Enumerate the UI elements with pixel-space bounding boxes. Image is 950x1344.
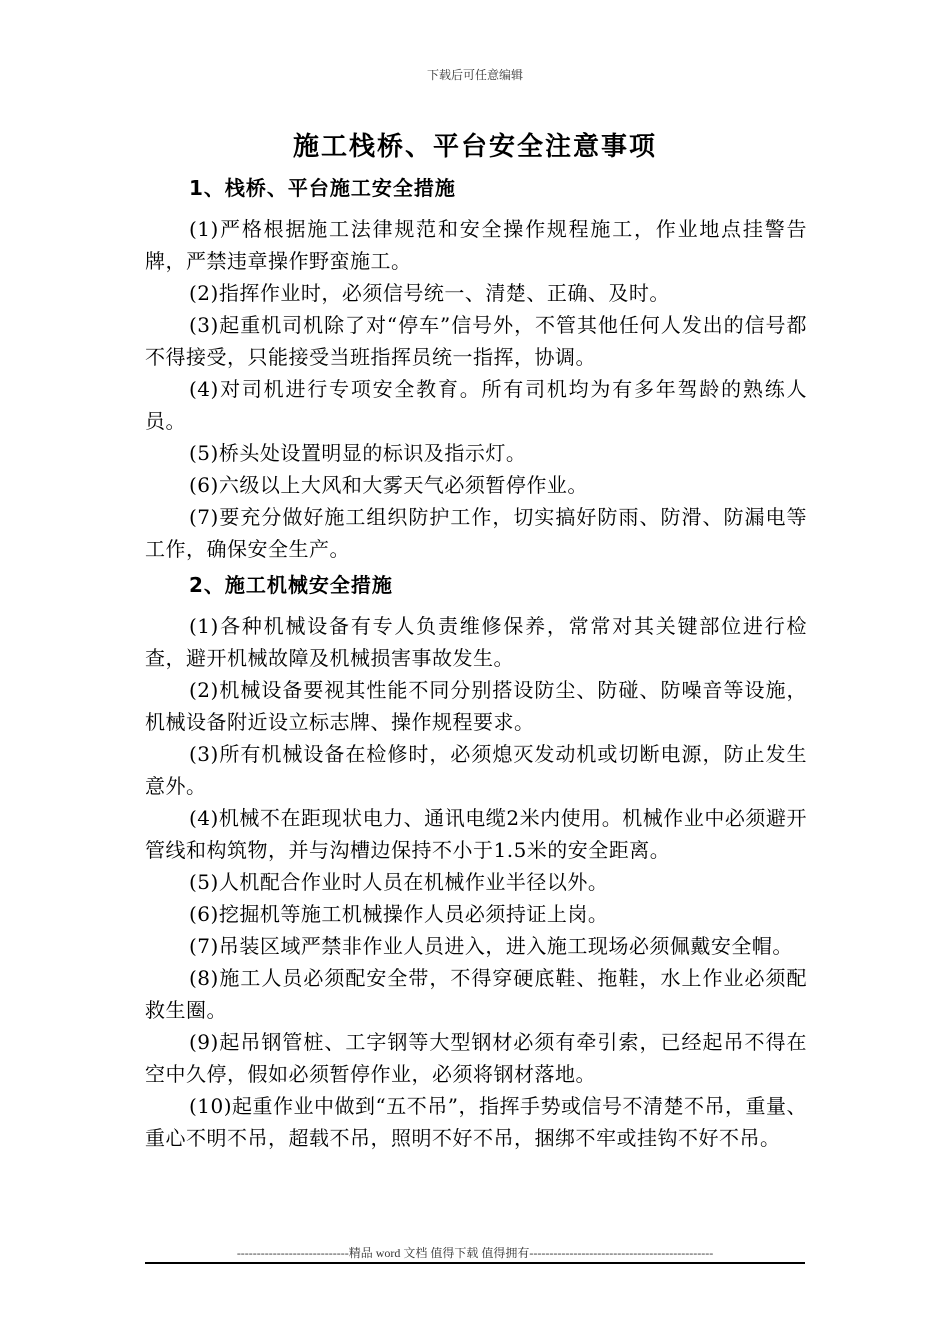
- list-item: (2)机械设备要视其性能不同分别搭设防尘、防碰、防噪音等设施，机械设备附近设立标志牌、操作规程要求。: [145, 678, 807, 734]
- page-footer-text: ----------------------------精品 word 文档 值得下载 值得拥有----------------------------------------------: [236, 1246, 714, 1260]
- list-item: (3)所有机械设备在检修时，必须熄灭发动机或切断电源，防止发生意外。: [145, 742, 807, 798]
- page-header-note: 下载后可任意编辑: [426, 68, 523, 82]
- list-item: (7)吊装区域严禁非作业人员进入，进入施工现场必须佩戴安全帽。: [189, 934, 793, 958]
- list-item: (3)起重机司机除了对“停车”信号外，不管其他任何人发出的信号都不得接受，只能接受当班指挥员统一指挥，协调。: [145, 313, 807, 369]
- section-machinery-safety: [145, 569, 807, 1154]
- list-item: (6)六级以上大风和大雾天气必须暂停作业。: [189, 473, 588, 497]
- section-bridge-platform-safety: [145, 172, 807, 565]
- list-item: (10)起重作业中做到“五不吊”，指挥手势或信号不清楚不吊，重量、重心不明不吊，超载不吊，照明不好不吊，捆绑不牢或挂钩不好不吊。: [145, 1094, 808, 1150]
- section-heading: 1、栈桥、平台施工安全措施: [189, 176, 456, 200]
- list-item: (7)要充分做好施工组织防护工作，切实搞好防雨、防滑、防漏电等工作，确保安全生产。: [145, 505, 807, 561]
- section-heading: 2、施工机械安全措施: [189, 573, 393, 597]
- list-item: (1)各种机械设备有专人负责维修保养，常常对其关键部位进行检查，避开机械故障及机械损害事故发生。: [145, 614, 807, 670]
- list-item: (2)指挥作业时，必须信号统一、清楚、正确、及时。: [189, 281, 670, 305]
- footer-divider: [145, 1262, 805, 1264]
- list-item: (5)人机配合作业时人员在机械作业半径以外。: [189, 870, 609, 894]
- list-item: (8)施工人员必须配安全带，不得穿硬底鞋、拖鞋，水上作业必须配救生圈。: [145, 966, 807, 1022]
- list-item: (9)起吊钢管桩、工字钢等大型钢材必须有牵引索，已经起吊不得在空中久停，假如必须暂停作业，必须将钢材落地。: [145, 1030, 807, 1086]
- document-body: [145, 168, 807, 1154]
- list-item: (6)挖掘机等施工机械操作人员必须持证上岗。: [189, 902, 609, 926]
- list-item: (4)对司机进行专项安全教育。所有司机均为有多年驾龄的熟练人员。: [145, 377, 807, 433]
- list-item: (5)桥头处设置明显的标识及指示灯。: [189, 441, 527, 465]
- document-title: 施工栈桥、平台安全注意事项: [292, 132, 657, 162]
- list-item: (1)严格根据施工法律规范和安全操作规程施工，作业地点挂警告牌，严禁违章操作野蛮施工。: [145, 217, 807, 273]
- list-item: (4)机械不在距现状电力、通讯电缆2米内使用。机械作业中必须避开管线和构筑物，并与沟槽边保持不小于1.5米的安全距离。: [145, 806, 807, 862]
